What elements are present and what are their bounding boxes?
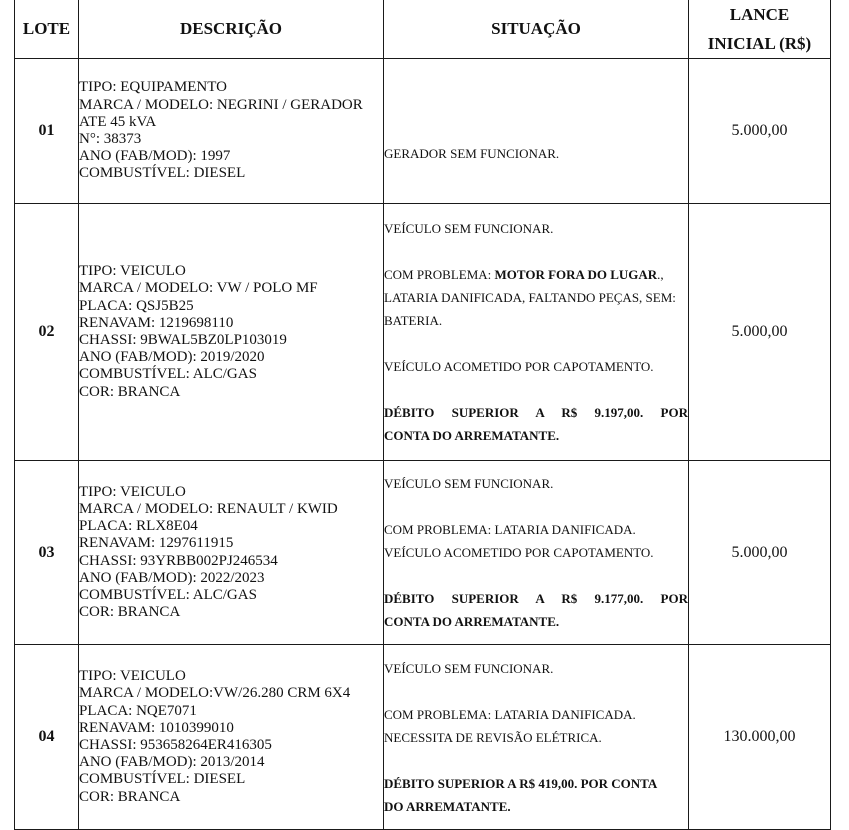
situacao-line: NECESSITA DE REVISÃO ELÉTRICA. <box>384 729 602 745</box>
situacao-line: VEÍCULO ACOMETIDO POR CAPOTAMENTO. <box>384 545 654 560</box>
desc-line: TIPO: VEICULO <box>79 483 186 500</box>
lote-descricao <box>79 645 384 830</box>
lote-number: 02 <box>15 204 79 461</box>
desc-line: PLACA: QSJ5B25 <box>79 297 194 314</box>
auction-lots-table <box>14 0 831 830</box>
lote-lance-inicial: 5.000,00 <box>689 461 831 645</box>
lote-situacao <box>384 461 689 645</box>
lote-number: 03 <box>15 461 79 645</box>
desc-line: MARCA / MODELO: NEGRINI / GERADOR <box>79 96 363 113</box>
desc-line: COR: BRANCA <box>79 788 181 805</box>
desc-line: CHASSI: 953658264ER416305 <box>79 737 272 753</box>
header-situacao: SITUAÇÃO <box>384 0 689 59</box>
desc-line: COMBUSTÍVEL: ALC/GAS <box>79 366 257 383</box>
situacao-line: VEÍCULO ACOMETIDO POR CAPOTAMENTO. <box>384 359 654 374</box>
desc-line: COMBUSTÍVEL: DIESEL <box>79 771 246 788</box>
header-descricao: DESCRIÇÃO <box>79 0 384 59</box>
lote-number: 04 <box>15 645 79 830</box>
debito-line: DO ARREMATANTE. <box>384 798 511 814</box>
desc-line: MARCA / MODELO: RENAULT / KWID <box>79 500 338 517</box>
desc-line: RENAVAM: 1219698110 <box>79 314 234 331</box>
desc-line: MARCA / MODELO: VW / POLO MF <box>79 280 318 297</box>
debito-line: CONTA DO ARREMATANTE. <box>384 428 560 443</box>
situacao-problema <box>384 263 688 332</box>
header-lote: LOTE <box>15 0 79 59</box>
header-lance-line1: LANCE <box>729 5 790 24</box>
lote-situacao <box>384 645 689 830</box>
desc-line: TIPO: VEICULO <box>79 668 186 685</box>
situacao-line: VEÍCULO SEM FUNCIONAR. <box>384 476 554 491</box>
desc-line: COR: BRANCA <box>79 383 181 400</box>
table-row <box>15 461 831 645</box>
problema-resto: ., LATARIA DANIFICADA, FALTANDO PEÇAS, SEM: BATERIA. <box>384 267 676 328</box>
lote-situacao <box>384 59 689 204</box>
lote-lance-inicial: 5.000,00 <box>689 59 831 204</box>
desc-line: CHASSI: 93YRBB002PJ246534 <box>79 552 278 569</box>
desc-line: ANO (FAB/MOD): 2022/2023 <box>79 569 265 586</box>
problema-destaque: MOTOR FORA DO LUGAR <box>494 267 658 282</box>
desc-line: TIPO: EQUIPAMENTO <box>79 79 227 96</box>
desc-line: PLACA: NQE7071 <box>79 702 197 719</box>
debito-line: DÉBITO SUPERIOR A R$ 419,00. POR CONTA <box>384 775 658 791</box>
lote-descricao <box>79 59 384 204</box>
situacao-line: VEÍCULO SEM FUNCIONAR. <box>384 221 554 236</box>
situacao-line: VEÍCULO SEM FUNCIONAR. <box>384 660 554 676</box>
desc-line: COMBUSTÍVEL: DIESEL <box>79 165 246 182</box>
lote-lance-inicial: 130.000,00 <box>689 645 831 830</box>
desc-line: CHASSI: 9BWAL5BZ0LP103019 <box>79 332 287 348</box>
debito-line: DÉBITO SUPERIOR A R$ 9.177,00. POR <box>384 591 688 606</box>
desc-line: ANO (FAB/MOD): 1997 <box>79 148 231 165</box>
header-lance-line2: INICIAL (R$) <box>707 34 812 53</box>
desc-line: ATE 45 kVA <box>79 113 157 130</box>
desc-line: ANO (FAB/MOD): 2019/2020 <box>79 349 265 366</box>
lote-descricao <box>79 204 384 461</box>
situacao-line: GERADOR SEM FUNCIONAR. <box>384 146 560 161</box>
desc-line: PLACA: RLX8E04 <box>79 518 198 535</box>
desc-line: ANO (FAB/MOD): 2013/2014 <box>79 754 265 771</box>
header-row <box>15 0 831 59</box>
lote-number: 01 <box>15 59 79 204</box>
situacao-line: COM PROBLEMA: LATARIA DANIFICADA. <box>384 522 636 537</box>
debito-line: DÉBITO SUPERIOR A R$ 9.197,00. POR <box>384 405 688 420</box>
problema-prefix: COM PROBLEMA: <box>384 267 495 282</box>
desc-line: COMBUSTÍVEL: ALC/GAS <box>79 586 257 603</box>
lote-lance-inicial: 5.000,00 <box>689 204 831 461</box>
desc-line: RENAVAM: 1010399010 <box>79 719 234 736</box>
debito-line: CONTA DO ARREMATANTE. <box>384 614 560 629</box>
header-lance-inicial <box>689 0 831 59</box>
table-row <box>15 59 831 204</box>
lote-descricao <box>79 461 384 645</box>
desc-line: N°: 38373 <box>79 131 142 147</box>
desc-line: COR: BRANCA <box>79 604 181 621</box>
table-row <box>15 645 831 830</box>
desc-line: TIPO: VEICULO <box>79 263 186 280</box>
desc-line: MARCA / MODELO:VW/26.280 CRM 6X4 <box>79 685 351 702</box>
desc-line: RENAVAM: 1297611915 <box>79 535 234 552</box>
table-row <box>15 204 831 461</box>
situacao-line: COM PROBLEMA: LATARIA DANIFICADA. <box>384 706 636 722</box>
lote-situacao <box>384 204 689 461</box>
